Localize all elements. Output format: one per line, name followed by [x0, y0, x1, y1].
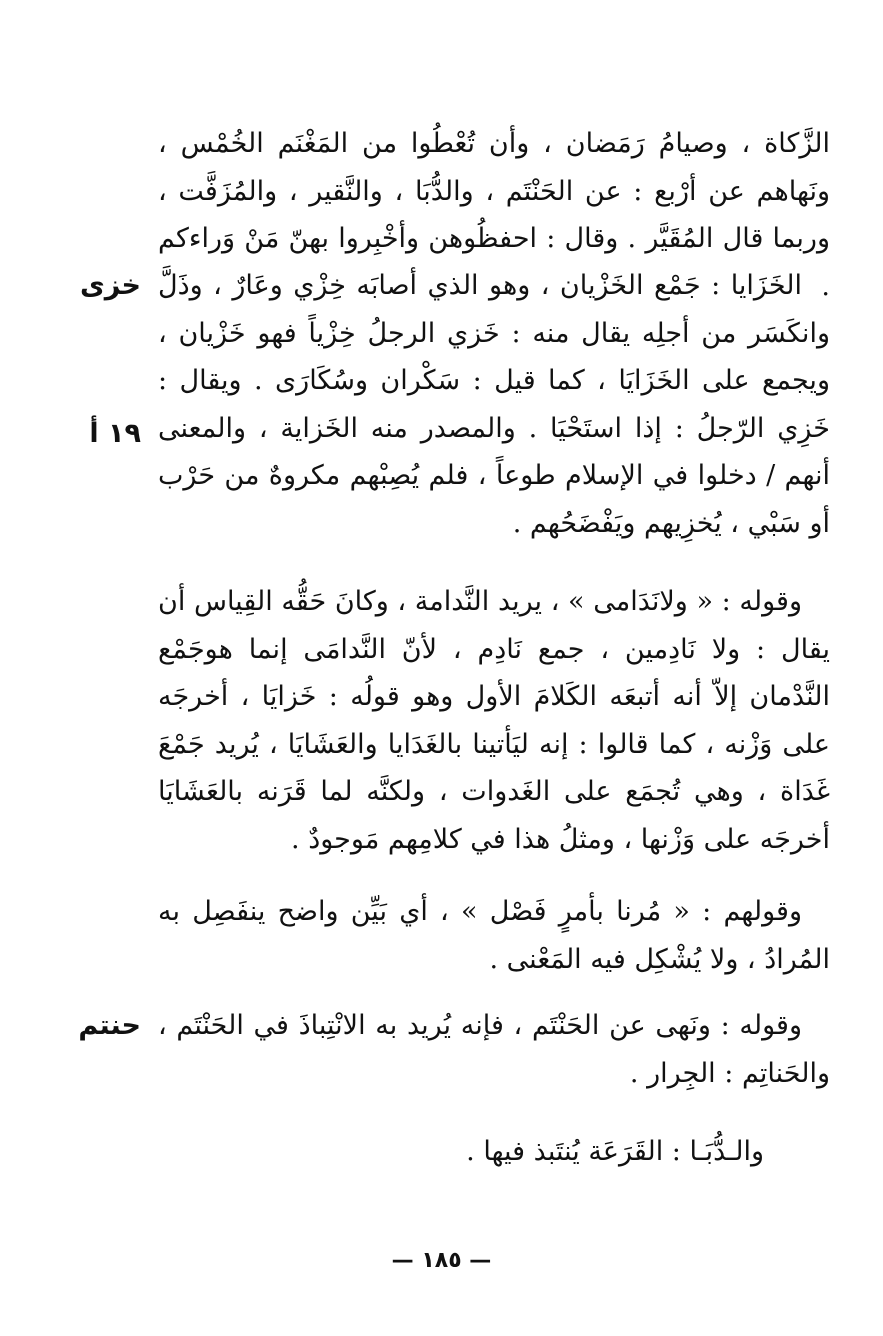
margin-keyword-hantam: حنتم [78, 1010, 141, 1041]
paragraph-fasl [158, 888, 830, 983]
paragraph-nadama [158, 578, 830, 863]
margin-keyword-khazy: خزى [79, 270, 141, 301]
paragraph-text: وقوله : « ولانَدَامى » ، يريد النَّدامة ، وكانَ حَقُّه القِياس أن يقال : ولا نَادِمين ، جمع نَادِم ، لأنّ النَّدامَى إنما هوجَمْع النَّدْمان إلاّ أنه أتبعَه الكَلامَ الأول وهو قولُه : خَزايَا ، أخرجَه على وَزْنه ، كما قالوا : إنه ليَأتينا بالغَدَايا والعَشَايَا ، يُريد جَمْعَ غَدَاة ، وهي تُجمَع على الغَدوات ، ولكنَّه لما قَرَنه بالعَشَايَا أخرجَه على وَزْنها ، ومثلُ هذا في كلامِهم مَوجودٌ . [158, 586, 830, 855]
paragraph-khazaya [158, 262, 830, 547]
paragraph-text: الزَّكاة ، وصيامُ رَمَضان ، وأن تُعْطُوا من المَغْنَم الخُمْس ، ونَهاهم عن أرْبع : عن الحَنْتَم ، والدُّبَا ، والنَّقير ، والمُزَفَّت ، وربما قال المُقَيَّر . وقال : احفظُوهن وأخْبِروا بهنّ مَنْ وَراءكم . [158, 128, 830, 302]
paragraph-text: والـدُّبَـا : القَرَعَة يُنتَبذ فيها . [466, 1136, 764, 1167]
paragraph-text: وقولهم : « مُرنا بأمرٍ فَصْل » ، أي بَيِّن واضح ينفَصِل به المُرادُ ، ولا يُشْكِل فيه المَعْنى . [158, 896, 830, 975]
paragraph-text: وقوله : ونَهى عن الحَنْتَم ، فإنه يُريد به الانْتِباذَ في الحَنْتَم ، والحَناتِم : الجِرار . [158, 1010, 830, 1089]
paragraph-dubba [158, 1128, 830, 1176]
margin-folio-marker: ١٩ أ [89, 418, 141, 449]
paragraph-text: الخَزَايا : جَمْع الخَزْيان ، وهو الذي أصابَه خِزْي وعَارٌ ، وذَلَّ وانكَسَر من أجلِه يقال منه : خَزي الرجلُ خِزْياً فهو خَزْيان ، ويجمع على الخَزَايَا ، كما قيل : سَكْران وسُكَارَى . ويقال : خَزِي الرّجلُ : إذا استَحْيَا . والمصدر منه الخَزاية ، والمعنى أنهم / دخلوا في الإسلام طوعاً ، فلم يُصِبْهم مكروهٌ من حَرْب أو سَبْي ، يُخزِيهم ويَفْضَحُهم . [158, 270, 830, 539]
page-number: — ١٨٥ — [391, 1248, 492, 1273]
paragraph-hantam [158, 1002, 830, 1097]
